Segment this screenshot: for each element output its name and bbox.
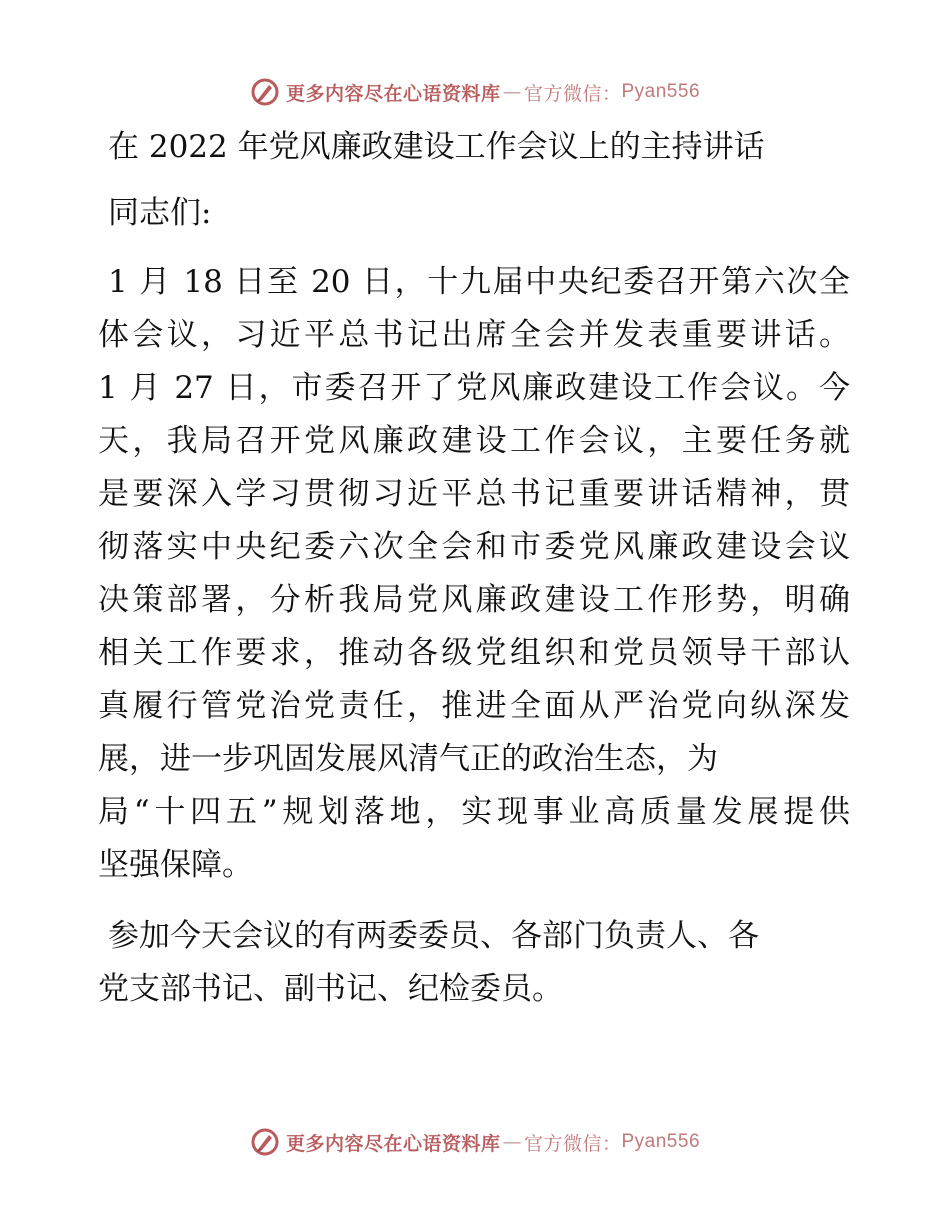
- paragraph-line: 展，进一步巩固发展风清气正的政治生态，为: [98, 741, 718, 777]
- paragraph-line: 真履行管党治党责任，推进全面从严治党向纵深发: [98, 688, 850, 724]
- watermark-sub-text: 官方微信：: [523, 1132, 622, 1155]
- pen-logo-icon: [250, 77, 280, 107]
- watermark-main-text: 更多内容尽在心语资料库: [285, 1132, 501, 1155]
- header-watermark: [0, 72, 950, 112]
- paragraph-2: [98, 910, 850, 1016]
- watermark-sub-text: 官方微信：: [523, 82, 622, 105]
- paragraph-line: 天，我局召开党风廉政建设工作会议，主要任务就: [98, 423, 850, 459]
- watermark-wechat-id: Pyan556: [621, 81, 701, 102]
- paragraph-line: 坚强保障。: [98, 847, 253, 883]
- footer-watermark: [0, 1122, 950, 1162]
- paragraph-line: 是要深入学习贯彻习近平总书记重要讲话精神，贯: [98, 476, 850, 512]
- greeting: 同志们:: [108, 195, 212, 231]
- document-body: [98, 122, 850, 1016]
- paragraph-1: [98, 256, 850, 892]
- pen-logo-icon: [250, 1127, 280, 1157]
- paragraph-line: 党支部书记、副书记、纪检委员。: [98, 971, 563, 1007]
- paragraph-line: 体会议，习近平总书记出席全会并发表重要讲话。: [98, 317, 850, 353]
- paragraph-line: 彻落实中央纪委六次全会和市委党风廉政建设会议: [98, 529, 850, 565]
- watermark-wechat-id: Pyan556: [621, 1131, 701, 1152]
- paragraph-line: 相关工作要求，推动各级党组织和党员领导干部认: [98, 635, 850, 671]
- watermark-dash: —: [502, 81, 522, 103]
- paragraph-line: 局“十四五”规划落地，实现事业高质量发展提供: [98, 794, 850, 830]
- watermark-dash: —: [502, 1131, 522, 1153]
- watermark-main-text: 更多内容尽在心语资料库: [285, 82, 501, 105]
- paragraph-line: 参加今天会议的有两委委员、各部门负责人、各: [108, 918, 759, 954]
- paragraph-line: 决策部署，分析我局党风廉政建设工作形势，明确: [98, 582, 850, 618]
- document-title: 在 2022 年党风廉政建设工作会议上的主持讲话: [108, 129, 765, 165]
- paragraph-line: 1 月 27 日，市委召开了党风廉政建设工作会议。今: [98, 370, 850, 406]
- paragraph-line: 1 月 18 日至 20 日，十九届中央纪委召开第六次全: [108, 264, 850, 300]
